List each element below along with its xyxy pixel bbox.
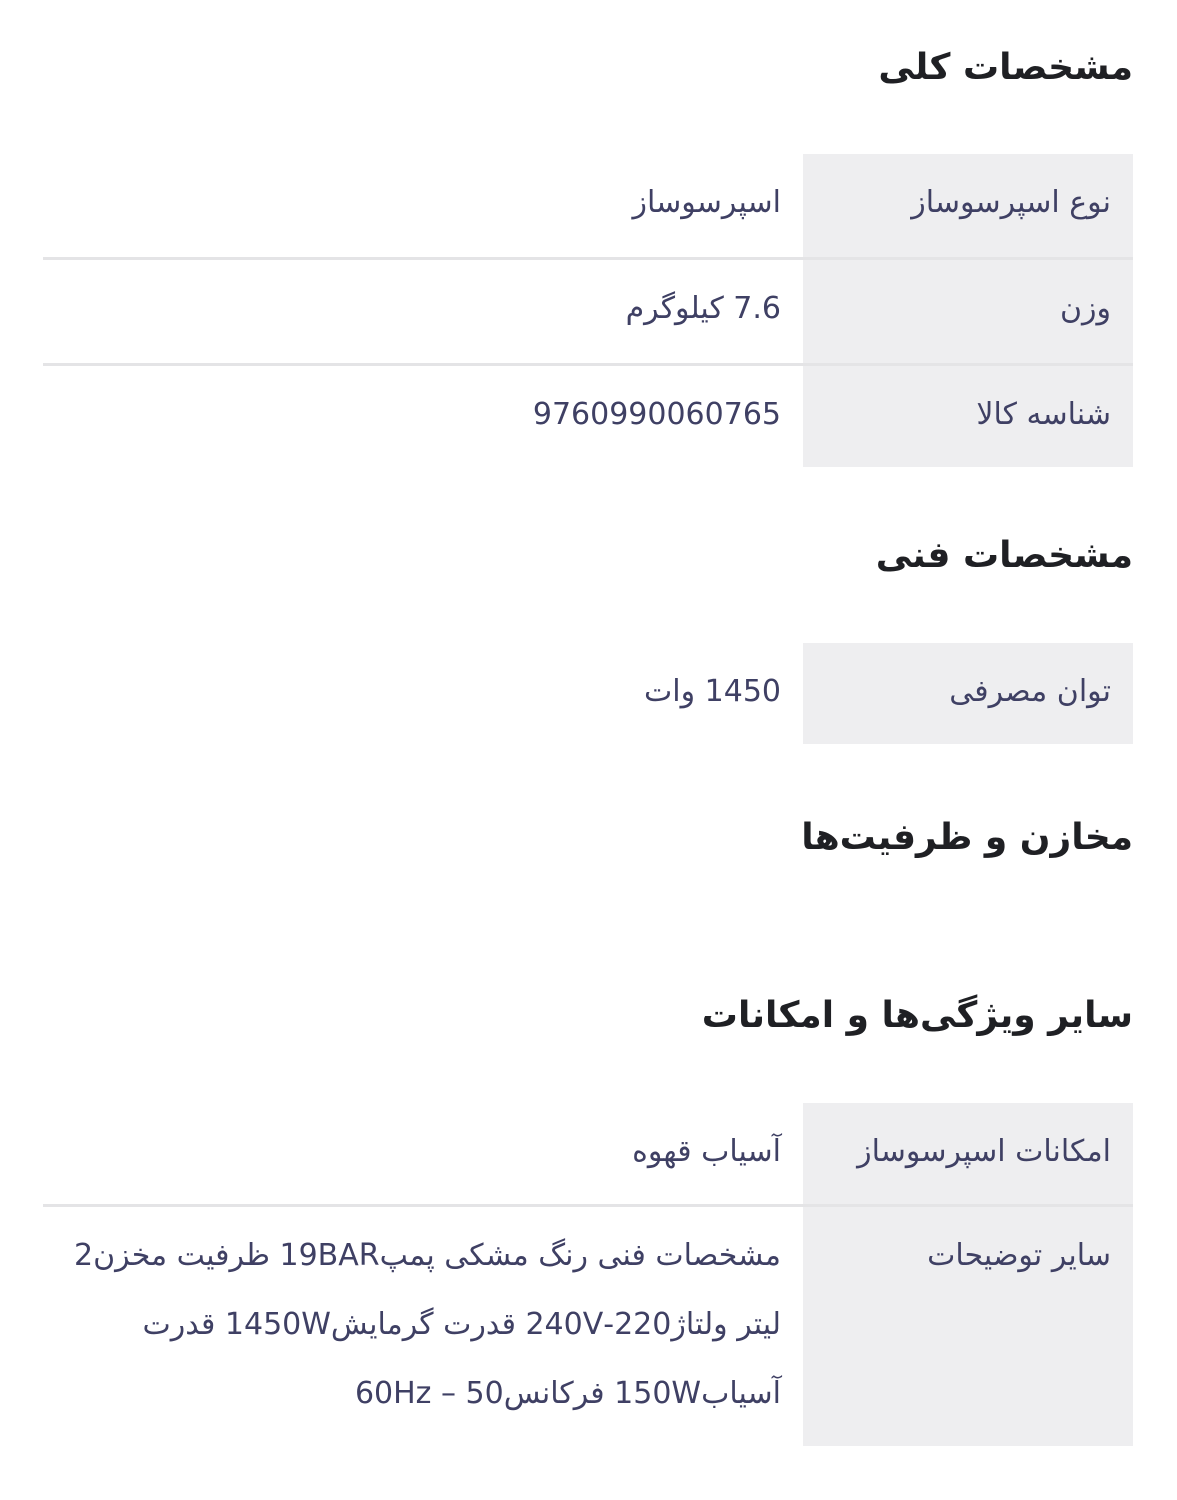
spec-value-description: مشخصات فنی رنگ مشکی پمپ19BAR ظرفیت مخزن2 لیتر ولتاژ220-240V قدرت گرمایش1450W قدرت آسیاب150W فرکانس50 – 60Hz bbox=[74, 1238, 781, 1411]
spec-table-technical bbox=[43, 643, 1133, 744]
spec-row bbox=[43, 643, 1133, 744]
section-title-general: مشخصات کلی bbox=[878, 47, 1133, 88]
spec-key: توان مصرفی bbox=[803, 643, 1133, 744]
spec-value: 9760990060765 bbox=[532, 397, 781, 432]
spec-value: آسیاب قهوه bbox=[632, 1134, 781, 1169]
spec-key: وزن bbox=[803, 260, 1133, 363]
spec-key: سایر توضیحات bbox=[803, 1207, 1133, 1446]
spec-key: شناسه کالا bbox=[803, 366, 1133, 467]
spec-key: امکانات اسپرسوساز bbox=[803, 1103, 1133, 1204]
spec-row bbox=[43, 154, 1133, 260]
spec-key: نوع اسپرسوساز bbox=[803, 154, 1133, 257]
spec-value: 7.6 کیلوگرم bbox=[625, 291, 781, 326]
spec-value: اسپرسوساز bbox=[632, 185, 781, 220]
spec-value: 1450 وات bbox=[644, 674, 781, 709]
section-title-technical: مشخصات فنی bbox=[875, 535, 1133, 576]
section-title-capacities: مخازن و ظرفیت‌ها bbox=[801, 817, 1133, 858]
spec-row bbox=[43, 1207, 1133, 1446]
spec-row bbox=[43, 260, 1133, 366]
spec-table-other-features bbox=[43, 1103, 1133, 1446]
spec-table-general bbox=[43, 154, 1133, 467]
section-title-other-features: سایر ویژگی‌ها و امکانات bbox=[701, 995, 1133, 1036]
spec-row bbox=[43, 366, 1133, 467]
spec-row bbox=[43, 1103, 1133, 1207]
